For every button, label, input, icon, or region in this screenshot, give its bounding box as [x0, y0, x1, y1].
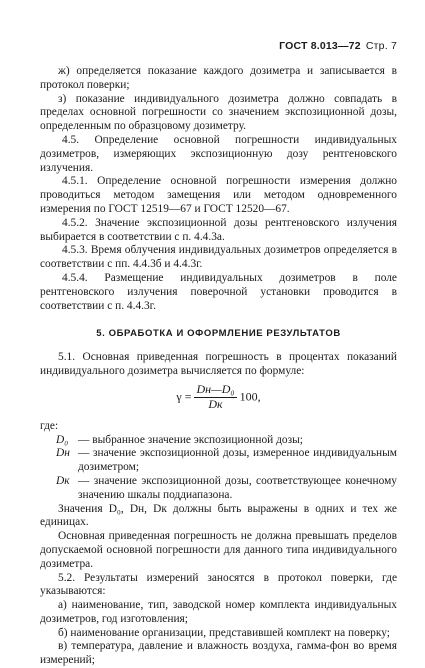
- section-title: 5. ОБРАБОТКА И ОФОРМЛЕНИЕ РЕЗУЛЬТАТОВ: [96, 328, 341, 340]
- definition-text: — значение экспозиционной дозы, измеренное индивидуальным дозиметром;: [78, 447, 397, 474]
- definitions-list: [56, 434, 397, 503]
- page-header: [279, 40, 397, 52]
- paragraph: 4.5.3. Время облучения индивидуальных дозиметров определяется в соответствии с пп. 4.4.3б и 4.4.3г.: [40, 244, 397, 271]
- paragraph: 5.1. Основная приведенная погрешность в процентах показаний индивидуального дозиметра вычисляется по формуле:: [40, 351, 397, 377]
- paragraph: 5.2. Результаты измерений заносятся в протокол поверки, где указываются:: [40, 571, 397, 598]
- definition-text: — значение экспозиционной дозы, соответствующее конечному значению шкалы поддиапазона.: [78, 474, 397, 501]
- formula: [40, 383, 397, 417]
- formula-denominator: Dк: [208, 396, 223, 411]
- page-number: Стр. 7: [365, 40, 397, 52]
- definition-row: [56, 434, 397, 448]
- paragraph: з) показание индивидуального дозиметра должно совпадать в пределах основной погрешности со значением экспозиционной дозы, определенным по образцовому дозиметру.: [40, 92, 397, 133]
- paragraph: 4.5.1. Определение основной погрешности измерения должно проводиться методом замещения или методом одновременного измерения по ГОСТ 12519—67 и ГОСТ 12520—67.: [40, 175, 397, 215]
- paragraph: Основная приведенная погрешность не должна превышать пределов допускаемой основной погрешности для данного типа индивидуального дозиметра.: [40, 530, 397, 570]
- gost-number: ГОСТ 8.013—72: [279, 40, 361, 52]
- where-label: где:: [40, 419, 59, 432]
- paragraph: 4.5.4. Размещение индивидуальных дозиметров в поле рентгеновского излучения поверочной установки проводится в соответствии с п. 4.4.3г.: [40, 271, 397, 312]
- paragraph: 4.5. Определение основной погрешности индивидуальных дозиметров, измеряющих экспозиционную дозу рентгеновского излучения.: [40, 133, 397, 174]
- list-item: б) наименование организации, представившей комплект на поверку;: [58, 626, 390, 639]
- definition-row: [56, 447, 397, 475]
- paragraph: 4.5.2. Значение экспозиционной дозы рентгеновского излучения выбирается в соответствии с п. 4.4.3а.: [40, 216, 397, 243]
- definition-row: [56, 475, 397, 503]
- definition-symbol: Dк: [56, 474, 70, 487]
- formula-numerator: Dн—D₀: [196, 381, 235, 396]
- list-item: в) температура, давление и влажность воздуха, гамма-фон во время измерений;: [40, 640, 397, 667]
- document-body: [40, 65, 397, 668]
- paragraph: Значения D₀, Dн, Dк должны быть выражены в одних и тех же единицах.: [40, 502, 397, 529]
- paragraph: ж) определяется показание каждого дозиметра и записывается в протокол поверки;: [40, 65, 397, 91]
- list-item: а) наименование, тип, заводской номер комплекта индивидуальных дозиметров, год изготовления;: [40, 599, 397, 625]
- formula-rhs: 100,: [239, 389, 261, 404]
- definition-symbol: D₀: [56, 433, 69, 446]
- formula-lhs: γ =: [176, 389, 192, 404]
- formula-fraction: [194, 383, 236, 412]
- definition-text: — выбранное значение экспозиционной дозы;: [78, 433, 303, 446]
- definition-symbol: Dн: [56, 447, 70, 460]
